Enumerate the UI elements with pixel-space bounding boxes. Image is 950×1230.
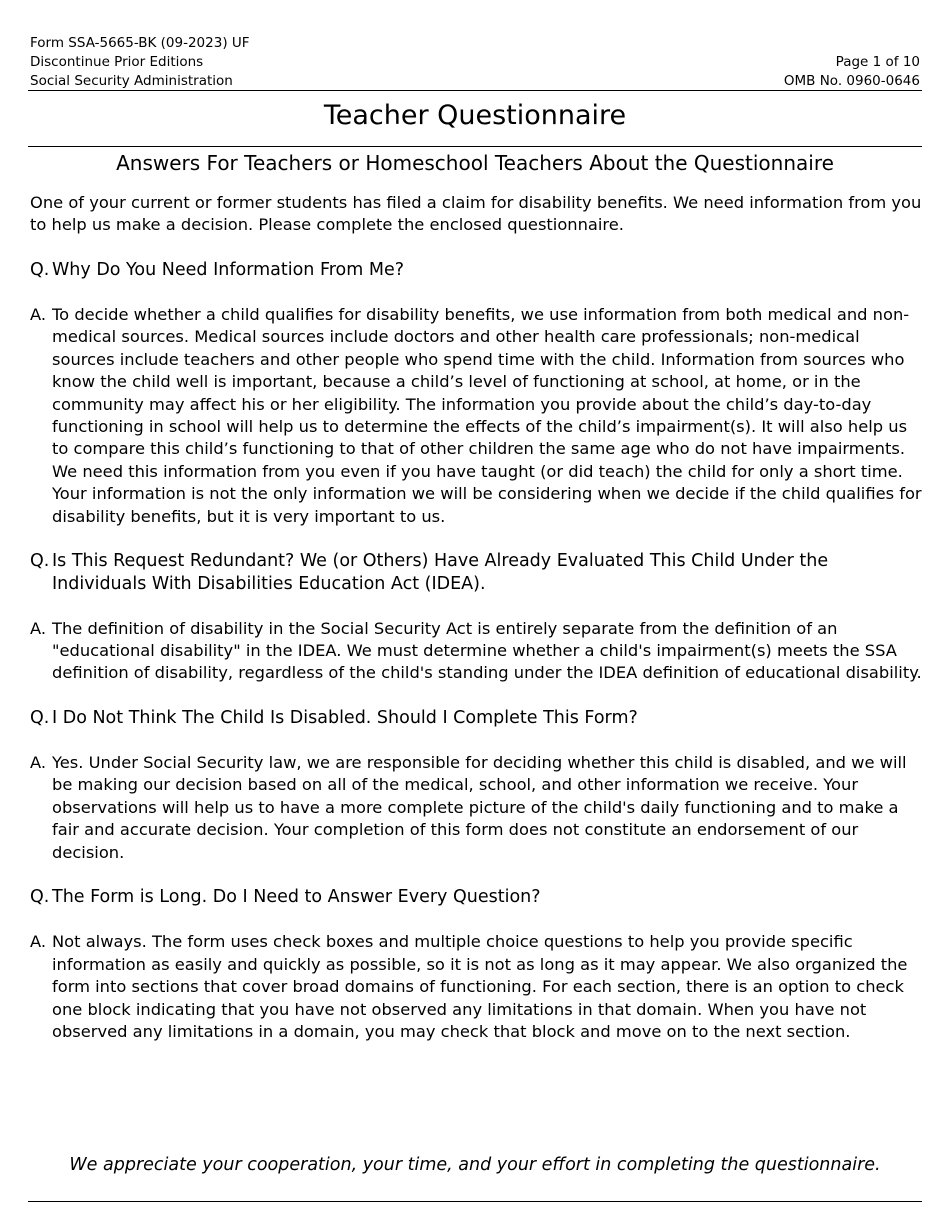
page-number: Page 1 of 10 <box>835 54 920 70</box>
answer-prefix: A. <box>30 305 47 324</box>
document-body <box>30 192 922 1066</box>
question-3 <box>30 707 922 729</box>
intro-paragraph: One of your current or former students has filed a claim for disability benefits. We need information from you to help us make a decision. Please complete the enclosed questionnaire. <box>30 193 922 235</box>
answer-text: To decide whether a child qualifies for disability benefits, we use information from both medical and non-medical sources. Medical sources include doctors and other health care professionals; non-medical sources include teachers and other people who spend time with the child. Information from sources who know the child well is important, because a child’s level of functioning at school, at home, or in the community may affect his or her eligibility. The information you provide about the child’s day-to-day functioning in school will help us to determine the effects of the child’s impairment(s). It will also help us to compare this child’s functioning to that of other children the same age who do not have impairments. We need this information from you even if you have taught (or did teach) the child for only a short time. Your information is not the only information we will be considering when we decide if the child qualifies for disability benefits, but it is very important to us. <box>52 305 922 526</box>
answer-1 <box>30 304 922 528</box>
answer-prefix: A. <box>30 932 47 952</box>
answer-4 <box>30 931 922 1043</box>
answer-text: Yes. Under Social Security law, we are responsible for deciding whether this child is disabled, and we will be making our decision based on all of the medical, school, and other information we receive. Your observations will help us to have a more complete picture of the child's daily functioning and to make a fair and accurate decision. Your completion of this form does not constitute an endorsement of our decision. <box>52 753 907 862</box>
agency-name: Social Security Administration <box>30 73 233 89</box>
question-prefix: Q. <box>30 887 50 908</box>
section-subtitle: Answers For Teachers or Homeschool Teachers About the Questionnaire <box>116 151 834 175</box>
question-prefix: Q. <box>30 708 50 729</box>
page-info <box>784 53 920 91</box>
page-title: Teacher Questionnaire <box>323 100 627 131</box>
discontinue-notice: Discontinue Prior Editions <box>30 54 204 70</box>
answer-text: The definition of disability in the Social Security Act is entirely separate from the definition of an "educational disability" in the IDEA. We must determine whether a child's impairment(s) meets the SSA definition of disability, regardless of the child's standing under the IDEA definition of educational disability. <box>52 618 922 683</box>
footer-divider <box>28 1201 922 1202</box>
question-prefix: Q. <box>30 551 50 572</box>
form-info <box>30 34 250 91</box>
question-text: Why Do You Need Information From Me? <box>52 260 405 281</box>
question-1 <box>30 259 922 281</box>
answer-text: Not always. The form uses check boxes and multiple choice questions to help you provide specific information as easily and quickly as possible, so it is not as long as it may appear. We also organized the form into sections that cover broad domains of functioning. For each section, there is an option to check one block indicating that you have not observed any limitations in that domain. When you have not observed any limitations in a domain, you may check that block and move on to the next section. <box>52 932 908 1041</box>
omb-number: OMB No. 0960-0646 <box>783 73 920 89</box>
answer-prefix: A. <box>30 753 47 773</box>
header-divider <box>28 90 922 91</box>
answer-3 <box>30 752 922 864</box>
answer-prefix: A. <box>30 618 47 638</box>
closing-note: We appreciate your cooperation, your time, and your effort in completing the questionnaire. <box>69 1155 881 1175</box>
question-2 <box>30 550 922 595</box>
title-divider <box>28 146 922 147</box>
question-4 <box>30 886 922 908</box>
question-prefix: Q. <box>30 260 50 281</box>
question-text: The Form is Long. Do I Need to Answer Every Question? <box>52 887 541 908</box>
answer-2 <box>30 618 922 685</box>
form-number: Form SSA-5665-BK (09-2023) UF <box>30 35 250 51</box>
page-header <box>30 34 920 90</box>
question-text: Is This Request Redundant? We (or Others) Have Already Evaluated This Child Under the Individuals With Disabilities Education Act (IDEA). <box>52 551 829 594</box>
question-text: I Do Not Think The Child Is Disabled. Should I Complete This Form? <box>52 708 638 729</box>
